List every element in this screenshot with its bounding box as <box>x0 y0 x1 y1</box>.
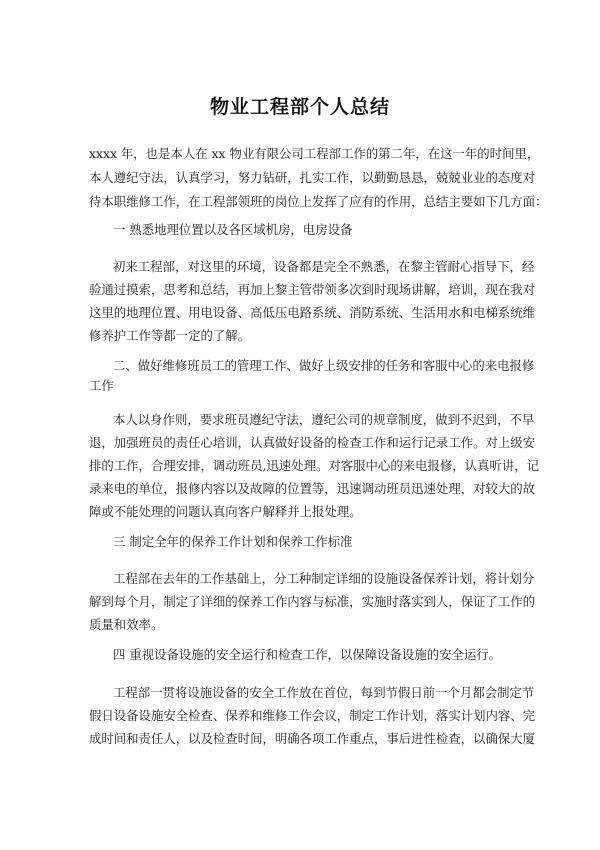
section-body-line: 成时间和责任人，以及检查时间，明确各项工作重点，事后进性检查，以确保大厦 <box>89 731 536 746</box>
section-body-line: 本人以身作则，要求班员遵纪守法，遵纪公司的规章制度，做到不迟到，不早 <box>113 412 535 427</box>
section-heading: 一 熟悉地理位置以及各区域机房，电房设备 <box>113 222 353 237</box>
intro-line: xxxx 年，也是本人在 xx 物业有限公司工程部工作的第二年，在这一年的时间里， <box>89 146 540 161</box>
section-body-line: 解到每个月，制定了详细的保养工作内容与标准，实施时落实到人，保证了工作的 <box>89 594 536 609</box>
section-body-line: 初来工程部，对这里的环境，设备都是完全不熟悉，在黎主管耐心指导下，经 <box>113 259 535 274</box>
intro-line: 本人遵纪守法，认真学习，努力钻研，扎实工作，以勤勤恳恳，兢兢业业的态度对 <box>89 170 536 185</box>
section-body-line: 质量和效率。 <box>89 617 164 632</box>
section-heading: 二、做好维修班员工的管理工作、做好上级安排的任务和客服中心的来电报修 <box>113 358 535 373</box>
section-heading: 三 制定全年的保养工作计划和保养工作标准 <box>113 534 353 549</box>
section-body-line: 这里的地理位置、用电设备、高低压电路系统、消防系统、生活用水和电梯系统维 <box>89 305 536 320</box>
intro-line: 待本职维修工作，在工程部领班的岗位上发挥了应有的作用，总结主要如下几方面： <box>89 194 548 209</box>
section-body-line: 排的工作，合理安排，调动班员,迅速处理。对客服中心的来电报修，认真听讲，记 <box>89 458 540 473</box>
section-body-line: 退，加强班员的责任心培训，认真做好设备的检查工作和运行记录工作。对上级安 <box>89 435 536 450</box>
section-body-line: 录来电的单位，报修内容以及故障的位置等，迅速调动班员迅速处理，对较大的故 <box>89 481 536 496</box>
section-body-line: 修养护工作等都一定的了解。 <box>89 328 251 343</box>
section-body-line: 工程部在去年的工作基础上，分工种制定详细的设施设备保养计划，将计划分 <box>113 571 535 586</box>
section-body-line: 假日设备设施安全检查、保养和维修工作会议，制定工作计划，落实计划内容、完 <box>89 708 536 723</box>
section-body-line: 障或不能处理的问题认真向客户解释并上报处理。 <box>89 504 362 519</box>
document-title: 物业工程部个人总结 <box>209 96 390 118</box>
section-body-line: 验通过摸索，思考和总结，再加上黎主管带领多次到时现场讲解，培训，现在我对 <box>89 282 536 297</box>
section-heading: 四 重视设备设施的安全运行和检查工作，以保障设备设施的安全运行。 <box>113 647 502 662</box>
section-heading: 工作 <box>89 378 114 393</box>
section-body-line: 工程部一贯将设施设备的安全工作放在首位，每到节假日前一个月都会制定节 <box>113 685 535 700</box>
